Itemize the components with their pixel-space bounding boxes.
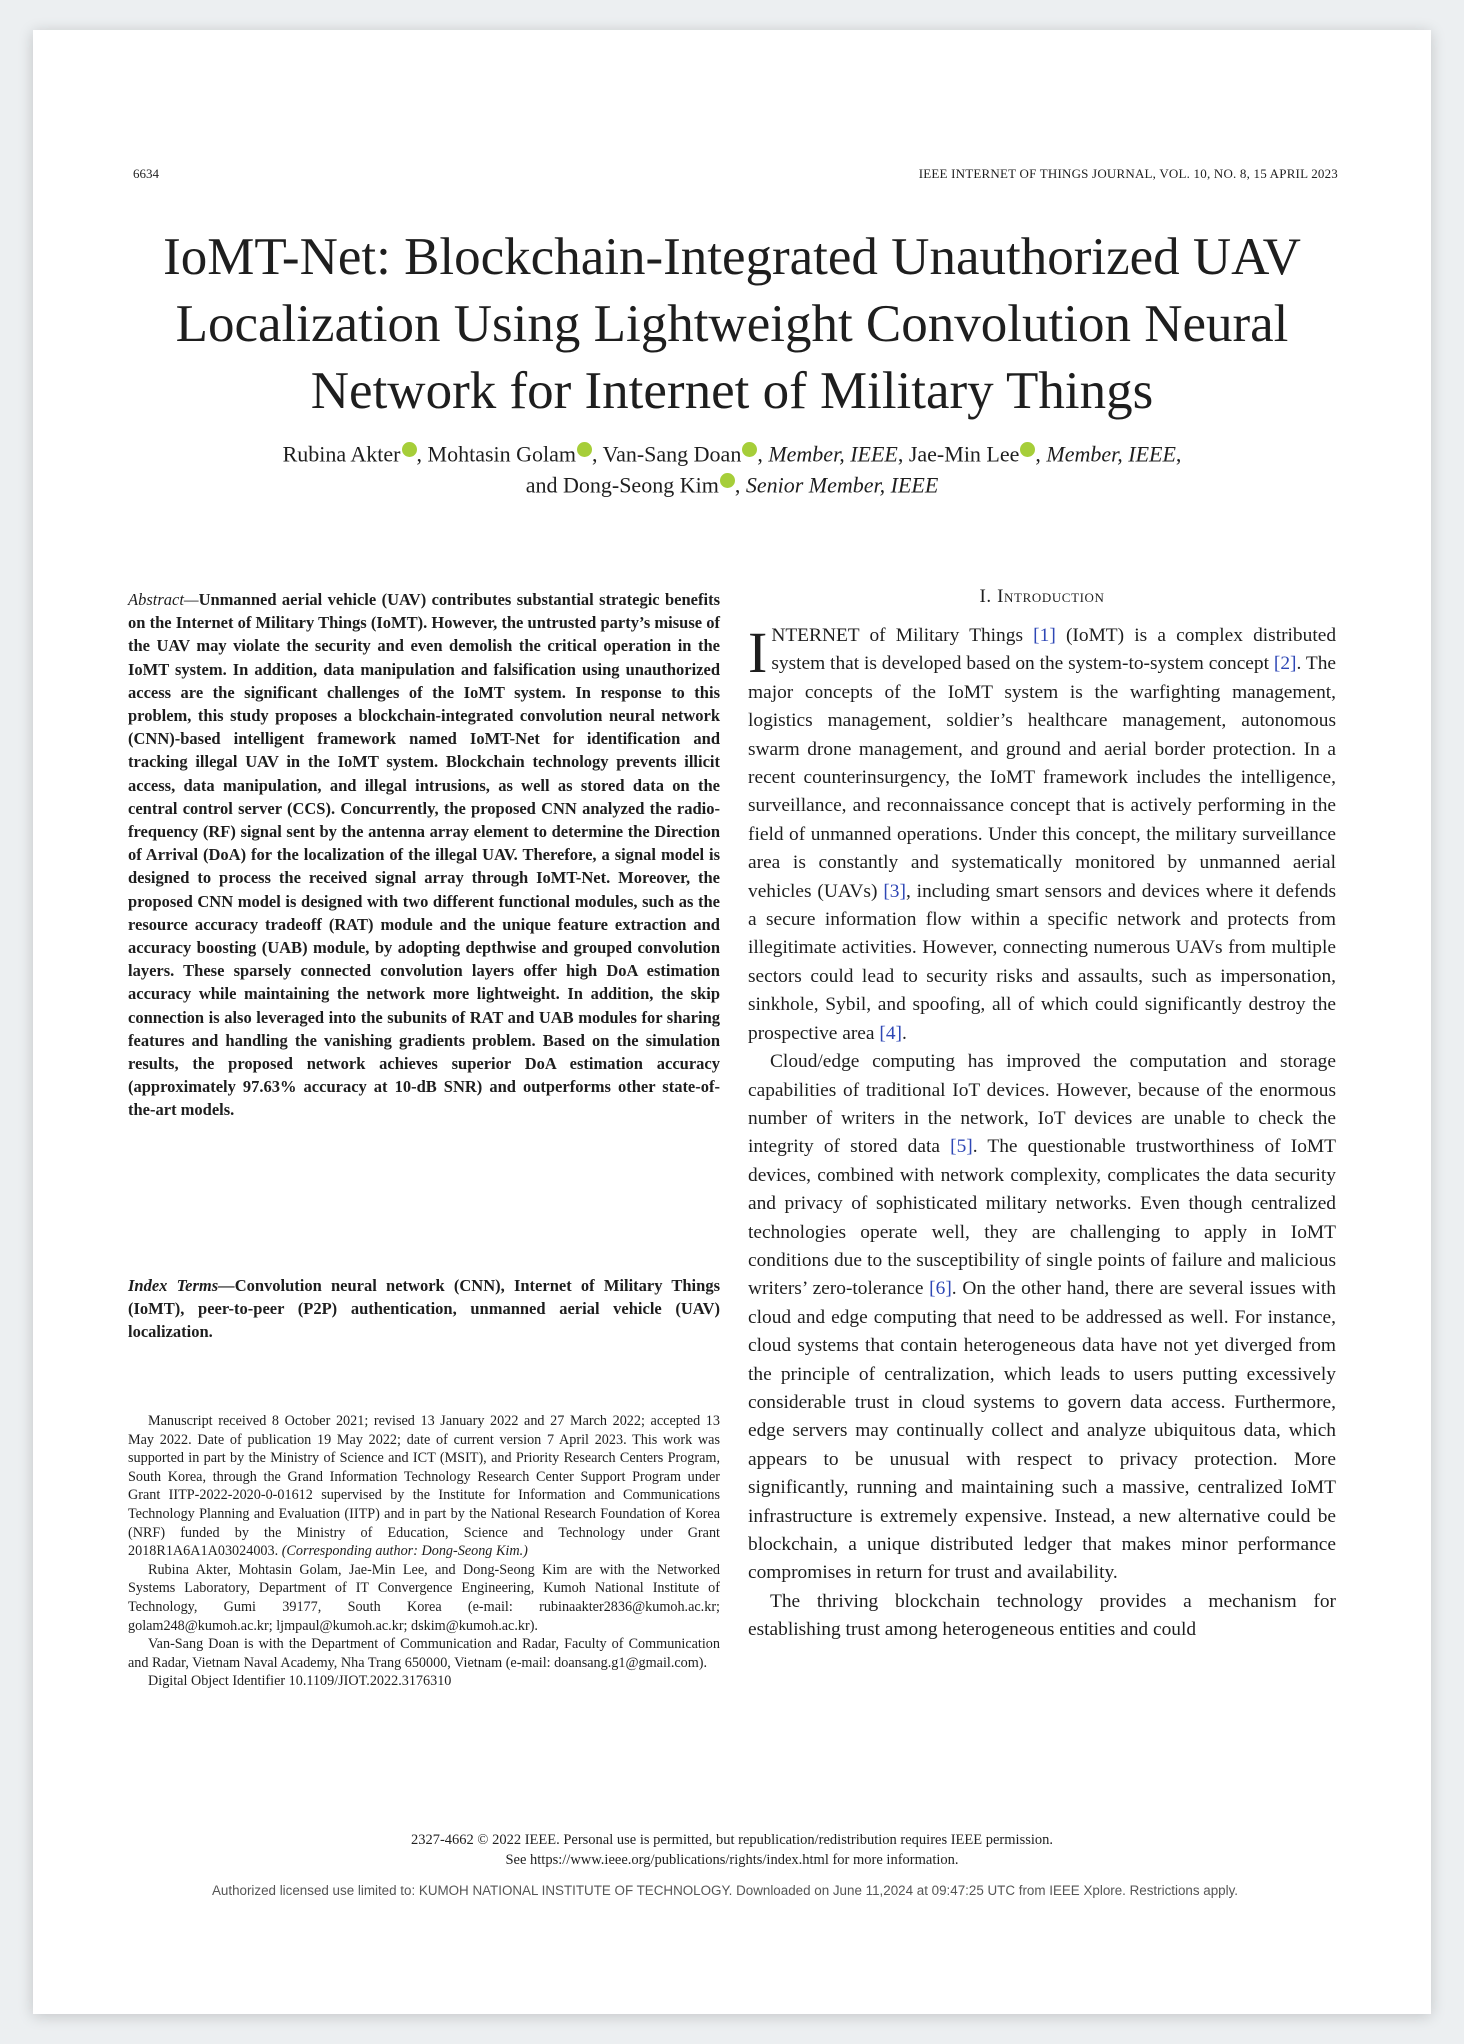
author-role: Member, IEEE [1046,441,1176,467]
intro-text: (IoMT) is a complex distributed system that is developed based on the system-to-system concept [771,625,1337,675]
citation-link[interactable]: [3] [883,880,906,902]
journal-header: IEEE INTERNET OF THINGS JOURNAL, VOL. 10, NO. 8, 15 APRIL 2023 [918,166,1338,181]
page-number: 6634 [133,166,159,181]
index-terms-text: Convolution neural network (CNN), Internet of Military Things (IoMT), peer-to-peer (P2P) authentication, unmanned aerial vehicle (UAV) localization. [128,1276,720,1342]
abstract [128,588,720,1122]
section-numeral: I. [979,586,992,607]
copyright-url-line: See https://www.ieee.org/publications/rights/index.html for more information. [505,1852,959,1868]
citation-link[interactable]: [6] [929,1278,952,1300]
copyright-notice [120,1830,1344,1870]
abstract-label: Abstract— [128,590,199,609]
author-list: Rubina Akter , Mohtasin Golam , Van-Sang Doan , Member, IEEE, Jae-Min Lee , Member, IEEE, and Dong-Seong Kim , Senior Member, IEEE [282,441,1182,498]
author-conjunction: and [525,472,558,498]
footnote-affiliation-naval: Van-Sang Doan is with the Department of Communication and Radar, Faculty of Communication and Radar, Vietnam Naval Academy, Nha Trang 650000, Vietnam (e-mail: doansang.g1@gmail.com). [128,1636,720,1671]
author-role: Member, IEEE [768,441,898,467]
author-name: Rubina Akter [282,441,401,467]
section-heading [748,586,1336,608]
citation-link[interactable]: [1] [1033,625,1056,646]
footnote-doi: Digital Object Identifier 10.1109/JIOT.2022.3176310 [148,1673,452,1690]
author-role: Senior Member, IEEE [745,472,939,498]
corresponding-author: (Corresponding author: Dong-Seong Kim.) [281,1543,528,1560]
intro-paragraph: The thriving blockchain technology provides a mechanism for establishing trust among heterogeneous entities and could [748,1590,1336,1641]
footnote [128,1412,720,1691]
footnote-manuscript-text: Manuscript received 8 October 2021; revised 13 January 2022 and 27 March 2022; accepted 13 May 2022. Date of publication 19 May 2022; date of current version 7 April 2023. This work was supported in part by the Ministry of Science and ICT (MSIT), and Priority Research Centers Program, South Korea, through the Grand Information Technology Research Center Support Program under Grant IITP-2022-2020-0-01612 supervised by the Institute for Information and Communications Technology Planning and Evaluation (IITP) and in part by the National Research Foundation of Korea (NRF) funded by the Ministry of Education, Science and Technology under Grant 2018R1A6A1A03024003. [128,1413,720,1560]
intro-text: NTERNET of Military Things [771,625,1034,646]
author-name: Jae-Min Lee [908,441,1020,467]
author-name: Dong-Seong Kim [562,472,719,498]
drop-cap: I [748,620,768,685]
section-title: Introduction [997,586,1105,607]
orcid-icon[interactable] [1020,442,1035,457]
orcid-icon[interactable] [402,442,417,457]
intro-text: . [901,1022,907,1044]
copyright-line: 2327-4662 © 2022 IEEE. Personal use is permitted, but republication/redistribution requires IEEE permission. [410,1832,1054,1848]
license-notice: Authorized licensed use limited to: KUMOH NATIONAL INSTITUTE OF TECHNOLOGY. Downloaded on June 11,2024 at 09:47:25 UTC from IEEE Xplore. Restrictions apply. [211,1883,1239,1898]
author-name: Van-Sang Doan [602,441,742,467]
orcid-icon[interactable] [577,442,592,457]
author-name: Mohtasin Golam [427,441,577,467]
footnote-affiliation-kumoh: Rubina Akter, Mohtasin Golam, Jae-Min Lee, and Dong-Seong Kim are with the Networked Systems Laboratory, Department of IT Convergence Engineering, Kumoh National Institute of Technology, Gumi 39177, South Korea (e-mail: rubinaakter2836@kumoh.ac.kr; golam248@kumoh.ac.kr; ljmpaul@kumoh.ac.kr; dskim@kumoh.ac.kr). [128,1561,720,1634]
citation-link[interactable]: [4] [879,1022,902,1044]
intro-text: . The major concepts of the IoMT system is the warfighting management, logistics management, soldier’s healthcare management, autonomous swarm drone management, and ground and aerial border protection. In a recent counterinsurgency, the IoMT framework includes the intelligence, surveillance, and reconnaissance concept that is actively performing in the field of unmanned operations. Under this concept, the military surveillance area is constantly and systematically monitored by unmanned aerial vehicles (UAVs) [748,653,1337,902]
index-terms [128,1274,720,1344]
intro-paragraph [748,622,1336,1048]
intro-text: Cloud/edge computing has improved the computation and storage capabilities of traditional IoT devices. However, because of the enormous number of writers in the network, IoT devices are unable to check the integrity of stored data [748,1051,1336,1158]
introduction-body [748,622,1336,1645]
intro-text: . The questionable trustworthiness of IoMT devices, combined with network complexity, complicates the data security and privacy of sophisticated military networks. Even though centralized technologies operate well, they are challenging to apply in IoMT conditions due to the susceptibility of single points of failure and malicious writers’ zero-tolerance [748,1136,1336,1300]
intro-paragraph [748,1048,1336,1588]
footnote-manuscript [128,1412,720,1561]
citation-link[interactable]: [5] [950,1136,973,1158]
abstract-text: Unmanned aerial vehicle (UAV) contributes substantial strategic benefits on the Internet of Military Things (IoMT). However, the untrusted party’s misuse of the UAV may violate the security and even demolish the critical operation in the IoMT system. In addition, data manipulation and falsification using unauthorized access are the significant challenges of the IoMT system. In response to this problem, this study proposes a blockchain-integrated convolution neural network (CNN)-based intelligent framework named IoMT-Net for identification and tracking illegal UAV in the IoMT system. Blockchain technology prevents illicit access, data manipulation, and illegal intrusions, as well as stored data on the central control server (CCS). Concurrently, the proposed CNN analyzed the radio-frequency (RF) signal sent by the antenna array element to determine the Direction of Arrival (DoA) for the localization of the illegal UAV. Therefore, a signal model is designed to process the received signal array through IoMT-Net. Moreover, the proposed CNN model is designed with two different functional modules, such as the resource accuracy tradeoff (RAT) module and the unique feature extraction and accuracy boosting (UAB) module, by adopting depthwise and grouped convolution layers. These sparsely connected convolution layers offer high DoA estimation accuracy while maintaining the network more lightweight. In addition, the skip connection is also leveraged into the subunits of RAT and UAB modules for sharing features and handling the vanishing gradients problem. Based on the simulation results, the proposed network achieves superior DoA estimation accuracy (approximately 97.63% accuracy at 10-dB SNR) and outperforms other state-of-the-art models. [128,590,720,1120]
intro-text: . On the other hand, there are several issues with cloud and edge computing that need to be addressed as well. For instance, cloud systems that contain heterogeneous data have not yet diverged from the principle of centralization, which leads to users putting excessively considerable trust in cloud systems to govern data access. Furthermore, edge servers may continually collect and analyze ubiquitous data, which appears to be unusual with respect to privacy protection. More significantly, running and maintaining such a massive, centralized IoMT infrastructure is extremely expensive. Instead, a new alternative could be blockchain, a unique distributed ledger that makes minor performance compromises in return for trust and availability. [748,1278,1336,1584]
orcid-icon[interactable] [742,442,757,457]
orcid-icon[interactable] [720,473,735,488]
intro-text: , including smart sensors and devices where it defends a secure information flow within a specific network and protects from illegitimate activities. However, connecting numerous UAVs from multiple sectors could lead to security risks and assaults, such as impersonation, sinkhole, Sybil, and spoofing, all of which could significantly destroy the prospective area [748,880,1336,1044]
citation-link[interactable]: [2] [1273,653,1297,675]
paper-title: IoMT-Net: Blockchain-Integrated Unauthorized UAV Localization Using Lightweight Convolution Neural Network for Internet of Military Things [163,228,1301,420]
index-terms-label: Index Terms— [128,1276,235,1295]
